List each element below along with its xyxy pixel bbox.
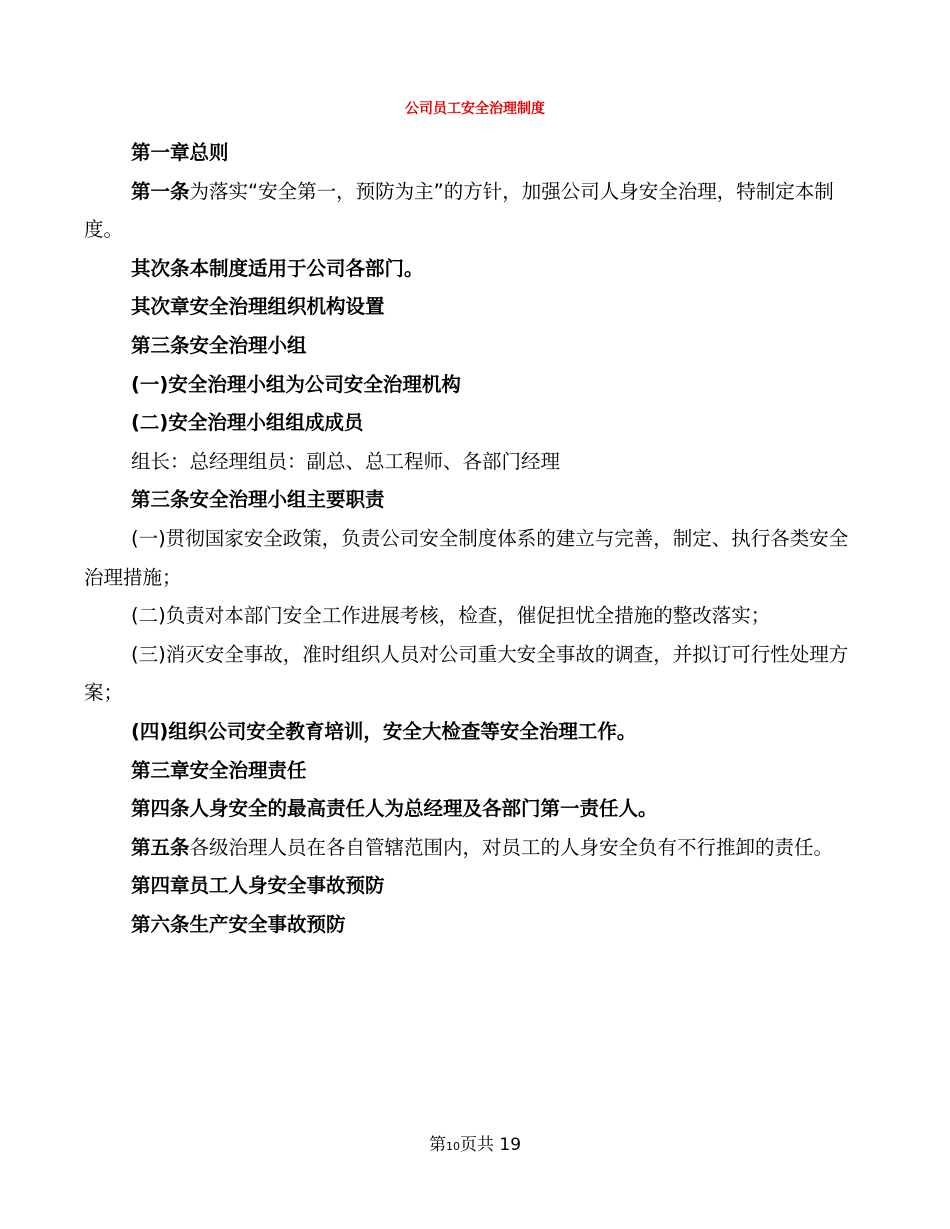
paragraph-7 [84, 404, 854, 443]
paragraph-15 [84, 790, 854, 829]
paragraph-4-lead: 其次章安全治理组织机构设置 [131, 295, 385, 319]
paragraph-9-lead: 第三条安全治理小组主要职责 [131, 488, 385, 512]
paragraph-15-lead: 第四条人身安全的最高责任人为总经理及各部门第一责任人。 [131, 797, 658, 821]
paragraph-6 [84, 366, 854, 405]
footer-middle: 页共 [459, 1135, 494, 1155]
paragraph-14 [84, 752, 854, 791]
paragraph-10-text: (一)贯彻国家安全政策，负责公司安全制度体系的建立与完善，制定、执行各类安全治理措施； [84, 526, 849, 589]
paragraph-10 [84, 520, 854, 597]
footer-page-number: 10 [445, 1140, 460, 1153]
paragraph-7-lead: (二)安全治理小组组成成员 [131, 411, 364, 435]
paragraph-17 [84, 867, 854, 906]
paragraph-5-lead: 第三条安全治理小组 [131, 333, 307, 357]
paragraph-13-lead: (四)组织公司安全教育培训，安全大检查等安全治理工作。 [131, 719, 637, 743]
paragraph-18 [84, 906, 854, 945]
paragraph-11-text: (二)负责对本部门安全工作进展考核，检查，催促担忧全措施的整改落实； [131, 604, 771, 628]
paragraph-16-lead: 第五条 [131, 835, 190, 859]
paragraph-4 [84, 288, 854, 327]
paragraph-11 [84, 597, 854, 636]
paragraph-13 [84, 713, 854, 752]
paragraph-17-lead: 第四章员工人身安全事故预防 [131, 874, 385, 898]
paragraph-14-lead: 第三章安全治理责任 [131, 758, 307, 782]
paragraph-1 [84, 134, 854, 173]
paragraph-16 [84, 829, 854, 868]
paragraph-8 [84, 443, 854, 482]
paragraph-18-lead: 第六条生产安全事故预防 [131, 912, 346, 936]
paragraph-8-text: 组长：总经理组员：副总、总工程师、各部门经理 [131, 449, 561, 473]
page-footer [0, 1133, 950, 1159]
paragraph-2 [84, 173, 854, 250]
footer-prefix: 第 [428, 1135, 446, 1155]
paragraph-2-lead: 第一条 [131, 179, 190, 203]
paragraph-9 [84, 481, 854, 520]
footer-total-pages: 19 [499, 1135, 522, 1155]
paragraph-16-text: 各级治理人员在各自管辖范围内，对员工的人身安全负有不行推卸的责任。 [189, 835, 834, 859]
paragraph-6-lead: (一)安全治理小组为公司安全治理机构 [131, 372, 461, 396]
paragraph-3-lead: 其次条本制度适用于公司各部门。 [131, 256, 424, 280]
document-body [84, 134, 854, 944]
paragraph-5 [84, 327, 854, 366]
paragraph-3 [84, 250, 854, 289]
document-title: 公司员工安全治理制度 [405, 101, 545, 117]
paragraph-12 [84, 636, 854, 713]
paragraph-1-lead: 第一章总则 [131, 141, 229, 164]
paragraph-2-text: 为落实“安全第一，预防为主”的方针，加强公司人身安全治理，特制定本制度。 [84, 179, 834, 242]
paragraph-12-text: (三)消灭安全事故，准时组织人员对公司重大安全事故的调查，并拟订可行性处理方案； [84, 642, 849, 705]
